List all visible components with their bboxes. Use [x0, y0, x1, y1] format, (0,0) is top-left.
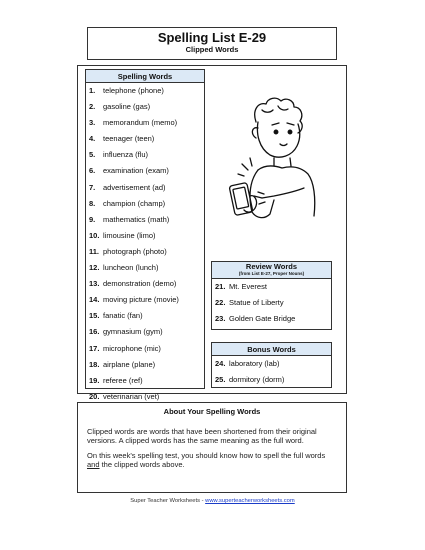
footer-prefix: Super Teacher Worksheets - [130, 498, 206, 504]
item-word: demonstration (demo) [103, 279, 177, 289]
item-word: laboratory (lab) [229, 359, 280, 368]
review-words-title: Review Words [245, 262, 298, 271]
review-words-subtitle: (from List E-27, Proper Nouns) [238, 271, 305, 276]
spelling-word-item [89, 180, 204, 196]
spelling-word-item [89, 147, 204, 163]
spelling-word-item [89, 373, 204, 389]
item-number: 13. [89, 279, 100, 289]
review-words-heading [212, 262, 331, 279]
item-word: fanatic (fan) [103, 311, 143, 321]
item-number: 14. [89, 295, 100, 305]
about-paragraph-2-b: the clipped words above. [99, 460, 185, 470]
spelling-word-item [89, 292, 204, 308]
item-word: limousine (limo) [103, 230, 156, 240]
item-word: luncheon (lunch) [103, 263, 159, 273]
bonus-words-heading: Bonus Words [212, 343, 331, 356]
title-box [87, 27, 337, 60]
item-word: advertisement (ad) [103, 182, 166, 192]
spelling-word-item [89, 357, 204, 373]
item-word: gasoline (gas) [103, 102, 151, 112]
item-word: gymnasium (gym) [103, 327, 163, 337]
item-word: Mt. Everest [229, 282, 267, 291]
item-word: referee (ref) [103, 375, 143, 385]
item-number: 24. [215, 359, 226, 368]
item-word: microphone (mic) [103, 343, 161, 353]
page-subtitle: Clipped Words [185, 45, 239, 54]
item-number: 19. [89, 375, 100, 385]
item-number: 17. [89, 343, 100, 353]
spelling-word-item [89, 341, 204, 357]
bonus-words-panel [211, 342, 332, 388]
spelling-word-item [89, 131, 204, 147]
item-number: 6. [89, 166, 96, 176]
boy-with-phone-illustration [218, 88, 328, 248]
footer-link[interactable]: www.superteacherworksheets.com [205, 498, 295, 504]
about-paragraph-1: Clipped words are words that have been shortened from their original versions. A clipped words has the same meaning as the full word. [87, 427, 317, 446]
item-number: 5. [89, 150, 96, 160]
item-number: 7. [89, 182, 96, 192]
about-box [77, 402, 347, 493]
item-number: 20. [89, 391, 100, 401]
about-title: About Your Spelling Words [163, 407, 261, 416]
review-word-list [212, 279, 331, 327]
spelling-word-item [89, 115, 204, 131]
item-word: champion (champ) [103, 198, 166, 208]
item-number: 10. [89, 230, 100, 240]
item-word: mathematics (math) [103, 214, 170, 224]
item-number: 23. [215, 314, 226, 324]
page-title: Spelling List E-29 [157, 30, 267, 45]
spelling-word-item [89, 83, 204, 99]
item-word: telephone (phone) [103, 86, 164, 95]
spelling-word-item [89, 308, 204, 324]
item-number: 22. [215, 298, 226, 308]
item-word: Statue of Liberty [229, 298, 284, 308]
item-word: examination (exam) [103, 166, 169, 176]
item-number: 11. [89, 246, 100, 256]
about-paragraph-2-a: On this week's spelling test, you should know how to spell the full words [87, 450, 326, 460]
spelling-word-item [89, 196, 204, 212]
item-number: 2. [89, 102, 96, 112]
review-word-item [215, 279, 331, 295]
item-number: 16. [89, 327, 100, 337]
bonus-word-item [215, 356, 331, 372]
review-word-item [215, 311, 331, 327]
spelling-word-item [89, 260, 204, 276]
item-word: airplane (plane) [103, 359, 156, 369]
item-number: 1. [89, 86, 96, 95]
review-words-panel [211, 261, 332, 330]
item-word: teenager (teen) [103, 134, 155, 144]
bonus-word-list [212, 356, 331, 388]
bonus-word-item [215, 372, 331, 388]
spelling-word-item [89, 99, 204, 115]
item-number: 21. [215, 282, 226, 291]
footer [0, 498, 425, 504]
item-word: memorandum (memo) [103, 118, 178, 128]
item-word: influenza (flu) [103, 150, 149, 160]
spelling-word-item [89, 228, 204, 244]
review-word-item [215, 295, 331, 311]
spelling-word-item [89, 212, 204, 228]
item-word: Golden Gate Bridge [229, 314, 296, 324]
spelling-word-item [89, 163, 204, 179]
item-number: 18. [89, 359, 100, 369]
item-number: 8. [89, 198, 96, 208]
item-word: moving picture (movie) [103, 295, 179, 305]
spelling-word-item [89, 244, 204, 260]
item-word: dormitory (dorm) [229, 375, 285, 385]
spelling-words-panel [85, 69, 205, 401]
item-number: 25. [215, 375, 226, 385]
item-word: veterinarian (vet) [103, 391, 160, 401]
spelling-word-list [86, 83, 204, 405]
item-number: 3. [89, 118, 96, 128]
item-number: 4. [89, 134, 96, 144]
item-word: photograph (photo) [103, 246, 167, 256]
spelling-words-heading: Spelling Words [86, 70, 204, 83]
about-paragraph-2-and: and [87, 460, 100, 470]
item-number: 9. [89, 214, 96, 224]
spelling-word-item [89, 324, 204, 340]
spelling-word-item [89, 276, 204, 292]
about-paragraph-2 [87, 451, 337, 470]
item-number: 12. [89, 263, 100, 273]
item-number: 15. [89, 311, 100, 321]
